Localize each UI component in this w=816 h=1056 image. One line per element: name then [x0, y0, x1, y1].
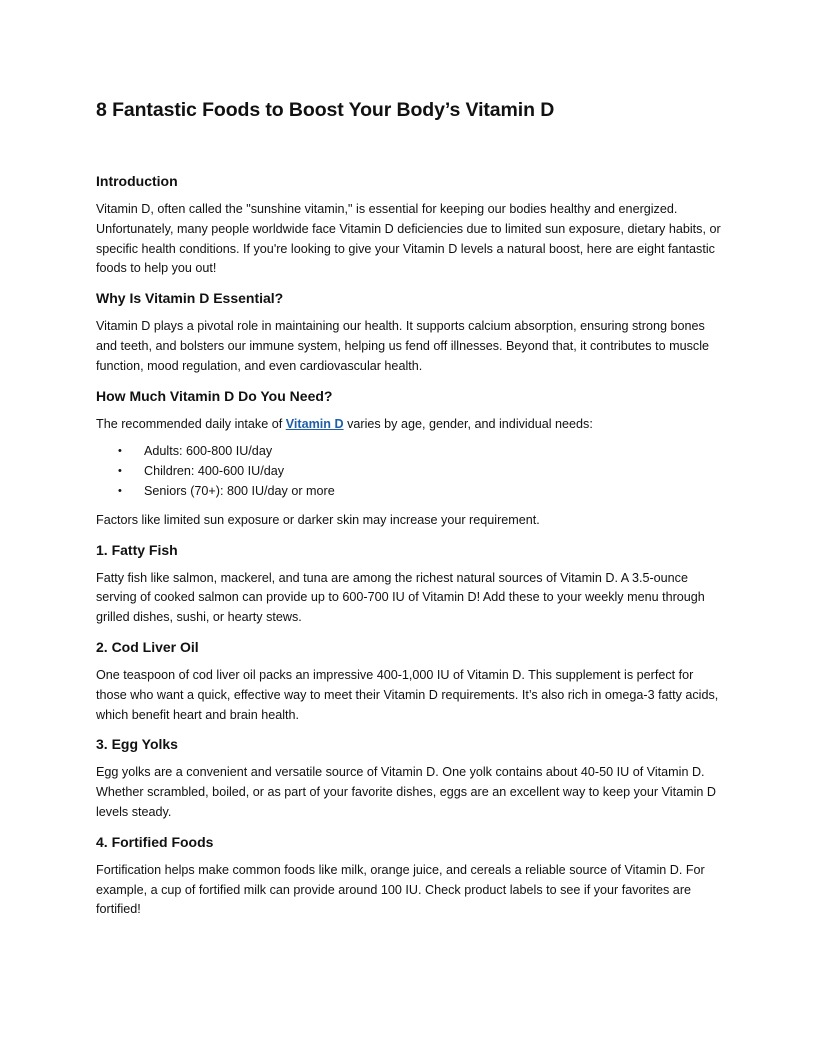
paragraph-fortified-foods: Fortification helps make common foods like milk, orange juice, and cereals a reliable source of Vitamin D. For example, a cup of fortified milk can provide around 100 IU. Check product labels to see if your favorites are fortified! [96, 862, 705, 917]
section-heading-introduction: Introduction [96, 173, 178, 189]
bullet-icon: • [118, 484, 122, 497]
bullet-icon: • [118, 465, 122, 478]
list-item [96, 482, 722, 502]
section-heading-why-essential: Why Is Vitamin D Essential? [96, 290, 284, 307]
paragraph-recommended-intake [96, 415, 722, 435]
section-heading-egg-yolks: 3. Egg Yolks [96, 736, 178, 753]
paragraph-cod-liver-oil: One teaspoon of cod liver oil packs an impressive 400-1,000 IU of Vitamin D. This supplement is perfect for those who want a quick, effective way to meet their Vitamin D requirements. It’s also rich in omega-3 fatty acids, which benefit heart and brain health. [96, 667, 719, 722]
section-heading-fortified-foods: 4. Fortified Foods [96, 833, 214, 850]
list-item-text: Adults: 600-800 IU/day [144, 444, 273, 459]
paragraph-fatty-fish: Fatty fish like salmon, mackerel, and tuna are among the richest natural sources of Vitamin D. A 3.5-ounce serving of cooked salmon can provide up to 600-700 IU of Vitamin D! Add these to your weekly menu through grilled dishes, sushi, or hearty stews. [96, 570, 705, 625]
paragraph-egg-yolks: Egg yolks are a convenient and versatile source of Vitamin D. One yolk contains about 40-50 IU of Vitamin D. Whether scrambled, boiled, or as part of your favorite dishes, eggs are an excellent way to keep your Vitamin D levels steady. [96, 765, 716, 819]
bullet-icon: • [118, 445, 122, 458]
section-heading-fatty-fish: 1. Fatty Fish [96, 541, 178, 558]
list-item [96, 442, 722, 462]
list-item [96, 462, 722, 482]
paragraph-why-essential: Vitamin D plays a pivotal role in maintaining our health. It supports calcium absorption, ensuring strong bones and teeth, and bolsters our immune system, helping us fend off illnesses. Beyond that, it contributes to muscle function, mood regulation, and even cardiovascular health. [96, 319, 709, 373]
section-heading-cod-liver-oil: 2. Cod Liver Oil [96, 638, 199, 655]
section-heading-how-much: How Much Vitamin D Do You Need? [96, 387, 333, 404]
list-item-text: Children: 400-600 IU/day [144, 464, 285, 479]
intake-text-after-link: varies by age, gender, and individual needs: [343, 416, 593, 431]
intake-list [96, 442, 722, 501]
paragraph-requirement-factors: Factors like limited sun exposure or darker skin may increase your requirement. [96, 512, 540, 527]
paragraph-introduction: Vitamin D, often called the "sunshine vitamin," is essential for keeping our bodies healthy and energized. Unfortunately, many people worldwide face Vitamin D deficiencies due to limited sun exposure, dietary habits, or specific health conditions. If you're looking to give your Vitamin D levels a natural boost, here are eight fantastic foods to help you out! [96, 202, 721, 276]
intake-text-before-link: The recommended daily intake of [96, 416, 286, 431]
document-page [96, 96, 722, 920]
list-item-text: Seniors (70+): 800 IU/day or more [144, 483, 335, 498]
vitamin-d-link[interactable]: Vitamin D [285, 416, 344, 431]
document-title: 8 Fantastic Foods to Boost Your Body’s Vitamin D [96, 99, 555, 121]
